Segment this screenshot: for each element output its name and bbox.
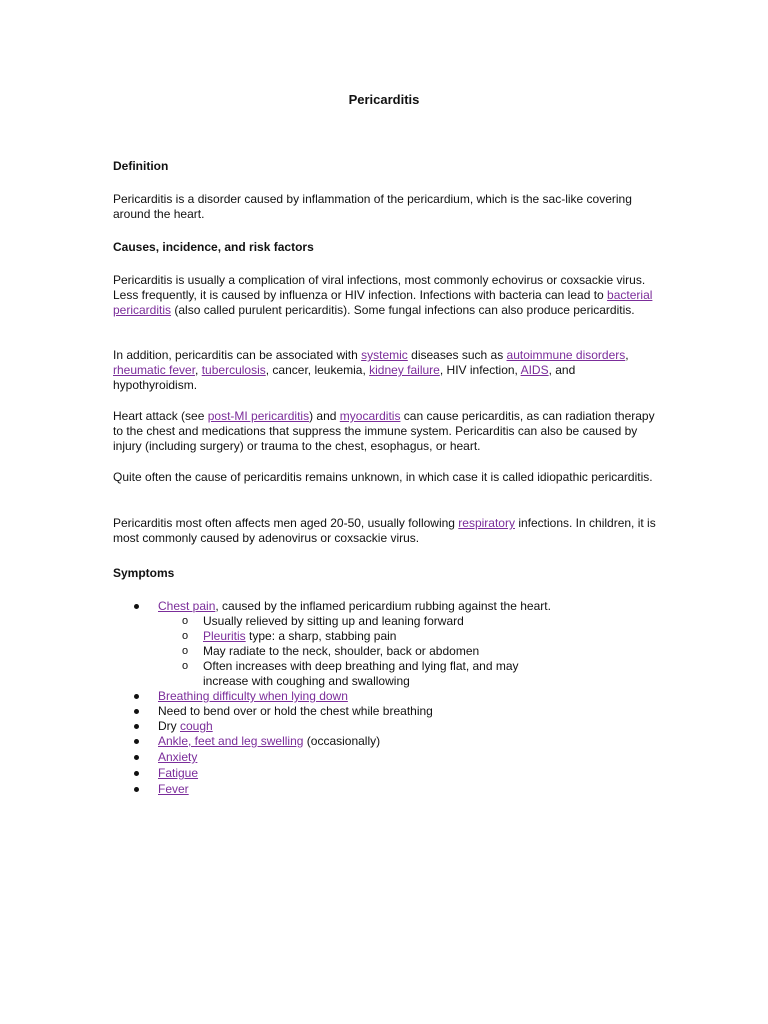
link-respiratory[interactable]: respiratory	[458, 516, 515, 530]
list-item	[113, 719, 658, 734]
list-item	[113, 766, 658, 781]
text-run: (occasionally)	[303, 734, 381, 748]
sub-list-item: o Often increases with deep breathing and lying flat, and may increase with coughing and swallowing	[158, 659, 658, 689]
text-run: infections. In children, it is most commonly caused by adenovirus or coxsackie virus.	[113, 516, 656, 545]
link-systemic[interactable]: systemic	[361, 348, 408, 362]
text-run: Pericarditis is usually a complication of viral infections, most commonly echovirus or coxsackie virus. Less frequently, it is caused by influenza or HIV infection. Infections with bacteria can lead to	[113, 273, 646, 302]
link-post-mi-pericarditis[interactable]: post-MI pericarditis	[207, 409, 310, 423]
list-item	[113, 734, 658, 749]
link-tuberculosis[interactable]: tuberculosis	[201, 363, 266, 377]
sub-list-item: o May radiate to the neck, shoulder, back or abdomen	[158, 644, 658, 659]
text-run: , caused by the inflamed pericardium rubbing against the heart.	[215, 599, 551, 613]
link-breathing-difficulty[interactable]: Breathing difficulty when lying down	[158, 689, 348, 703]
link-autoimmune-disorders[interactable]: autoimmune disorders	[506, 348, 626, 362]
sub-list-item: o Usually relieved by sitting up and leaning forward	[158, 614, 658, 629]
text-run: , and hypothyroidism.	[113, 363, 576, 392]
link-bacterial-pericarditis[interactable]: bacterial pericarditis	[113, 288, 653, 317]
definition-text: Pericarditis is a disorder caused by inflammation of the pericardium, which is the sac-like covering around the heart.	[113, 192, 632, 221]
link-fatigue[interactable]: Fatigue	[158, 766, 199, 780]
causes-paragraph-4: Quite often the cause of pericarditis remains unknown, in which case it is called idiopathic pericarditis.	[113, 470, 653, 484]
sub-list-item	[158, 629, 658, 644]
text-run: , HIV infection,	[439, 363, 521, 377]
text-run: ,	[625, 348, 629, 362]
list-item	[113, 599, 658, 689]
link-pleuritis[interactable]: Pleuritis	[203, 629, 246, 643]
causes-paragraph-3	[113, 409, 658, 454]
text-run: ) and	[309, 409, 340, 423]
symptoms-list	[113, 599, 658, 797]
link-chest-pain[interactable]: Chest pain	[158, 599, 216, 613]
link-fever[interactable]: Fever	[158, 782, 189, 796]
list-item	[113, 689, 658, 704]
causes-heading: Causes, incidence, and risk factors	[113, 240, 314, 254]
symptoms-heading: Symptoms	[113, 566, 175, 580]
link-myocarditis[interactable]: myocarditis	[339, 409, 401, 423]
text-run: , cancer, leukemia,	[265, 363, 370, 377]
text-run: type: a sharp, stabbing pain	[245, 629, 397, 643]
list-item	[113, 750, 658, 765]
text-run: Dry	[158, 719, 180, 733]
definition-heading: Definition	[113, 159, 169, 173]
text-run: (also called purulent pericarditis). Some fungal infections can also produce pericarditis.	[171, 303, 635, 317]
page-title: Pericarditis	[348, 92, 420, 107]
text-run: diseases such as	[407, 348, 507, 362]
causes-paragraph-2	[113, 348, 658, 393]
causes-paragraph-1	[113, 273, 658, 318]
link-rheumatic-fever[interactable]: rheumatic fever	[113, 363, 196, 377]
text-run: Heart attack (see	[113, 409, 208, 423]
link-aids[interactable]: AIDS	[520, 363, 549, 377]
link-kidney-failure[interactable]: kidney failure	[369, 363, 440, 377]
list-item	[113, 782, 658, 797]
link-ankle-feet-leg-swelling[interactable]: Ankle, feet and leg swelling	[158, 734, 304, 748]
list-item: Need to bend over or hold the chest while breathing	[113, 704, 658, 719]
text-run: can cause pericarditis, as can radiation therapy to the chest and medications that suppress the immune system. Pericarditis can also be caused by injury (including surgery) or trauma to the chest, esophagus, or heart.	[113, 409, 655, 453]
link-anxiety[interactable]: Anxiety	[158, 750, 198, 764]
causes-paragraph-5	[113, 516, 658, 546]
text-run: In addition, pericarditis can be associated with	[113, 348, 362, 362]
text-run: ,	[195, 363, 202, 377]
sub-list	[158, 614, 658, 689]
text-run: Pericarditis most often affects men aged 20-50, usually following	[113, 516, 459, 530]
link-cough[interactable]: cough	[180, 719, 213, 733]
